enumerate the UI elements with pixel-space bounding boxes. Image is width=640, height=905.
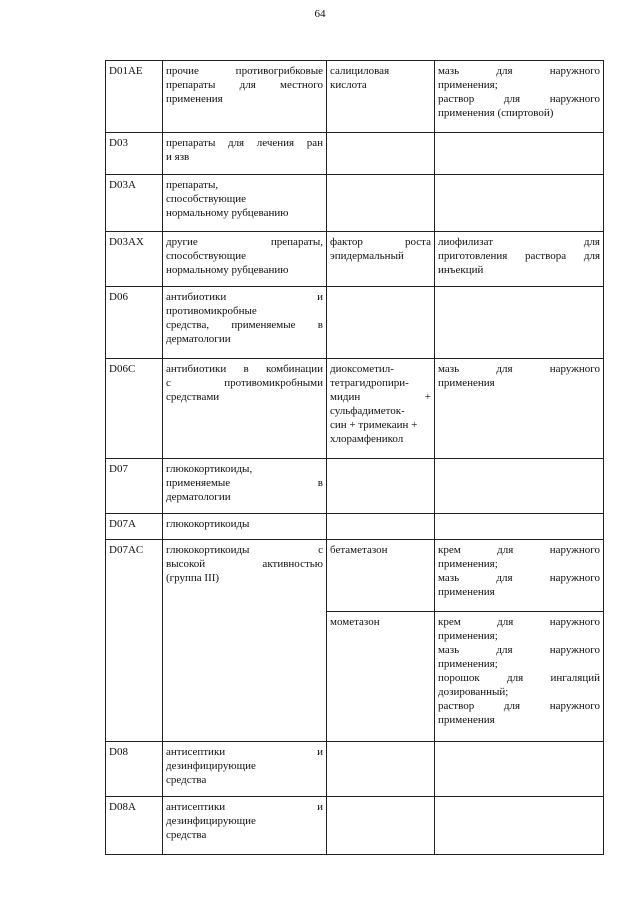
group-text: дезинфицирующие	[166, 815, 256, 827]
table-row	[106, 797, 604, 855]
group-text: способствующие	[166, 193, 246, 205]
drug-name-cell	[327, 612, 435, 742]
group-cell	[163, 797, 327, 855]
dosage-form-cell	[435, 514, 604, 540]
group-text: препараты,	[166, 179, 219, 191]
page-number: 64	[314, 8, 326, 20]
drug-name: тетрагидропири-	[330, 377, 409, 389]
atc-code: D08A	[109, 801, 136, 813]
dosage-form: мазь для наружного	[438, 572, 600, 584]
dosage-form: крем для наружного	[438, 544, 600, 556]
atc-code: D06	[109, 291, 128, 303]
dosage-form: раствор для наружного	[438, 700, 600, 712]
group-text: антисептики и	[166, 746, 323, 758]
atc-code: D03AX	[109, 236, 144, 248]
drug-name-cell	[327, 287, 435, 359]
table-row	[106, 514, 604, 540]
group-text: противомикробные	[166, 305, 257, 317]
drug-name: мометазон	[330, 616, 380, 628]
table-row	[106, 232, 604, 287]
group-text: средства	[166, 829, 207, 841]
group-cell	[163, 742, 327, 797]
dosage-form: мазь для наружного	[438, 644, 600, 656]
group-cell	[163, 287, 327, 359]
drug-name-cell	[327, 742, 435, 797]
group-text: глюкокортикоиды	[166, 518, 250, 530]
group-text: (группа III)	[166, 572, 220, 584]
drug-name: хлорамфеникол	[330, 433, 404, 445]
atc-code-cell	[106, 797, 163, 855]
group-text: с противомикробными	[166, 377, 323, 389]
group-text: прочие противогрибковые	[166, 65, 323, 77]
drug-name-cell	[327, 514, 435, 540]
atc-code-cell	[106, 514, 163, 540]
drug-name-cell	[327, 797, 435, 855]
dosage-form-cell	[435, 459, 604, 514]
atc-code: D03A	[109, 179, 136, 191]
atc-code-cell	[106, 540, 163, 742]
group-cell	[163, 459, 327, 514]
dosage-form: дозированный;	[438, 686, 509, 698]
group-text: средствами	[166, 391, 220, 403]
drug-name: бетаметазон	[330, 544, 388, 556]
group-text: применяемые в	[166, 477, 323, 489]
atc-code: D07	[109, 463, 128, 475]
medication-table	[105, 60, 604, 855]
group-cell	[163, 540, 327, 742]
group-text: антибиотики и	[166, 291, 323, 303]
dosage-form: инъекций	[438, 264, 484, 276]
atc-code-cell	[106, 742, 163, 797]
group-text: дерматологии	[166, 333, 231, 345]
dosage-form-cell	[435, 175, 604, 232]
atc-code-cell	[106, 359, 163, 459]
drug-name: сульфадиметок-	[330, 405, 405, 417]
drug-name: фактор роста	[330, 236, 431, 248]
group-text: высокой активностью	[166, 558, 323, 570]
group-text: дезинфицирующие	[166, 760, 256, 772]
table-row	[106, 287, 604, 359]
drug-name-cell	[327, 133, 435, 175]
group-text: препараты для лечения ран	[166, 137, 323, 149]
dosage-form: мазь для наружного	[438, 65, 600, 77]
dosage-form: применения (спиртовой)	[438, 107, 554, 119]
drug-name: диоксометил-	[330, 363, 394, 375]
group-text: глюкокортикоиды с	[166, 544, 323, 556]
group-text: нормальному рубцеванию	[166, 264, 289, 276]
group-text: антибиотики в комбинации	[166, 363, 323, 375]
dosage-form: применения;	[438, 630, 498, 642]
group-text: и язв	[166, 151, 190, 163]
drug-name: мидин +	[330, 391, 431, 403]
group-text: препараты для местного	[166, 79, 323, 91]
group-text: нормальному рубцеванию	[166, 207, 289, 219]
atc-code: D03	[109, 137, 128, 149]
group-text: средства	[166, 774, 207, 786]
dosage-form-cell	[435, 797, 604, 855]
table-row	[106, 742, 604, 797]
atc-code-cell	[106, 133, 163, 175]
table-row	[106, 540, 604, 612]
drug-name-cell	[327, 232, 435, 287]
dosage-form-cell	[435, 359, 604, 459]
dosage-form-cell	[435, 612, 604, 742]
group-cell	[163, 514, 327, 540]
dosage-form-cell	[435, 742, 604, 797]
atc-code: D07A	[109, 518, 136, 530]
dosage-form-cell	[435, 287, 604, 359]
drug-name-cell	[327, 540, 435, 612]
drug-name: кислота	[330, 79, 367, 91]
group-cell	[163, 175, 327, 232]
table-row	[106, 459, 604, 514]
dosage-form: применения	[438, 586, 495, 598]
dosage-form: применения;	[438, 658, 498, 670]
group-text: применения	[166, 93, 223, 105]
drug-name-cell	[327, 459, 435, 514]
dosage-form-cell	[435, 540, 604, 612]
dosage-form: порошок для ингаляций	[438, 672, 600, 684]
group-text: средства, применяемые в	[166, 319, 323, 331]
table-row	[106, 133, 604, 175]
atc-code-cell	[106, 287, 163, 359]
atc-code: D06C	[109, 363, 136, 375]
dosage-form-cell	[435, 61, 604, 133]
atc-code: D01AE	[109, 65, 143, 77]
group-text: другие препараты,	[166, 236, 323, 248]
drug-name-cell	[327, 359, 435, 459]
atc-code: D08	[109, 746, 128, 758]
dosage-form: применения;	[438, 558, 498, 570]
drug-name: син + тримекаин +	[330, 419, 418, 431]
drug-name: салициловая	[330, 65, 390, 77]
group-cell	[163, 232, 327, 287]
atc-code-cell	[106, 232, 163, 287]
atc-code-cell	[106, 175, 163, 232]
table-row	[106, 61, 604, 133]
dosage-form: применения;	[438, 79, 498, 91]
dosage-form: крем для наружного	[438, 616, 600, 628]
atc-code: D07AC	[109, 544, 144, 556]
dosage-form: мазь для наружного	[438, 363, 600, 375]
dosage-form: приготовления раствора для	[438, 250, 600, 262]
dosage-form: применения	[438, 377, 495, 389]
group-cell	[163, 133, 327, 175]
dosage-form: раствор для наружного	[438, 93, 600, 105]
group-cell	[163, 359, 327, 459]
dosage-form: применения	[438, 714, 495, 726]
group-text: способствующие	[166, 250, 246, 262]
group-text: антисептики и	[166, 801, 323, 813]
table-row	[106, 175, 604, 232]
atc-code-cell	[106, 61, 163, 133]
dosage-form: лиофилизат для	[438, 236, 600, 248]
group-cell	[163, 61, 327, 133]
dosage-form-cell	[435, 232, 604, 287]
dosage-form-cell	[435, 133, 604, 175]
drug-name-cell	[327, 175, 435, 232]
drug-name-cell	[327, 61, 435, 133]
drug-name: эпидермальный	[330, 250, 404, 262]
table-row	[106, 359, 604, 459]
group-text: дерматологии	[166, 491, 231, 503]
group-text: глюкокортикоиды,	[166, 463, 253, 475]
atc-code-cell	[106, 459, 163, 514]
